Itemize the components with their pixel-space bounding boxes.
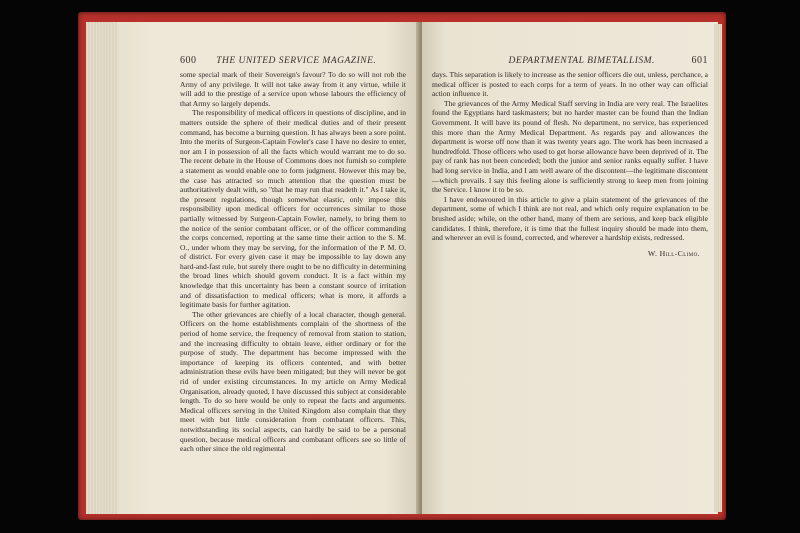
left-running-head <box>180 55 406 66</box>
author-signature: W. Hill-Climo. <box>647 248 700 258</box>
paragraph: days. This separation is likely to increase as the senior officers die out, unless, perchance, a medical officer is posted to each corps for a term of years. In no other way can official action influence it. <box>432 70 708 99</box>
right-running-head <box>432 55 708 66</box>
open-book <box>78 12 726 520</box>
left-page-number: 600 <box>180 55 197 66</box>
paragraph: The grievances of the Army Medical Staff serving in India are very real. The Israelites found the Egyptians hard taskmasters; but no harder master can be found than the Indian Government. It will have its pound of flesh. No department, no service, has experienced this more than the Army Medical Department. As regards pay and allowances the department is worse off now than it was twenty years ago. The work has been increased a hundredfold. Those officers who used to get horse allowance have been deprived of it. The pay of rank has not been conceded; both the junior and senior ranks equally suffer. I have had long service in India, and I am well aware of the discontent—the legitimate discontent—which prevails. I say this feeling alone is sufficiently strong to keep men from joining the Service. I know it to be so. <box>432 98 708 195</box>
paragraph: The other grievances are chiefly of a local character, though general. Officers on the home establishments complain of the shortness of the period of home service, the frequency of removal from station to station, and the increasing difficulty to obtain leave, either ordinary or for the purpose of study. The department has become impressed with the importance of keeping its officers contented, and with better administration these evils have been mitigated; but they will never be got rid of under existing circumstances. In my article on Army Medical Organisation, already quoted, I have discussed this subject at considerable length. To do so here would be only to repeat the facts and arguments. Medical officers serving in the United Kingdom also complain that they meet with but little consideration from combatant officers. This, notwithstanding its social aspects, can hardly be said to be a personal question, because medical officers and combatant officers see so little of each other since the old regimental <box>180 309 406 454</box>
right-running-title: DEPARTMENTAL BIMETALLISM. <box>508 56 655 66</box>
right-body-text <box>432 70 708 243</box>
right-page-edges <box>714 24 722 512</box>
left-page <box>118 22 420 514</box>
right-page-number: 601 <box>691 55 708 66</box>
paragraph: The responsibility of medical officers in questions of discipline, and in matters outside the sphere of their medical duties and of their present command, has become a burning question. It has always been a sore point. Into the merits of Surgeon-Captain Fowler's case I have no desire to enter, nor am I in possession of all the facts which would warrant me to do so. The recent debate in the House of Commons does not furnish so complete a statement as would enable one to form judgment. However this may be, the case has attracted so much attention that the question must be authoritatively dealt with, so "that he may run that readeth it." As I take it, the present regulations, though somewhat elastic, only impose this responsibility upon medical officers for occurrences similar to those partially witnessed by Surgeon-Captain Fowler, namely, to bring them to the notice of the senior combatant officer, or of the officer commanding the corps concerned, reporting at the same time their action to the S. M. O., under whom they may be serving, for the information of the P. M. O. of district. For every given case it may be impossible to lay down any hard-and-fast rule, but surely there ought to be no difficulty in determining the broad lines which should govern conduct. It is a fact within my knowledge that this uncertainty has been a constant source of irritation and of dissatisfaction to medical officers; what is more, it affords a legitimate basis for further agitation. <box>180 108 406 310</box>
left-running-title: THE UNITED SERVICE MAGAZINE. <box>216 56 377 66</box>
left-body-text <box>180 70 406 454</box>
paragraph: I have endeavoured in this article to give a plain statement of the grievances of the department, some of which I think are not real, and which only require explanation to be brushed aside; while, on the other hand, many of them are serious, and keep back eligible candidates. I think, therefore, it is time that the fullest inquiry should be made into them, and wherever an evil is found, corrected, and wherever a hardship exists, redressed. <box>432 194 708 243</box>
paragraph: some special mark of their Sovereign's favour? To do so will not rob the Army of any privilege. It will not take away from it any virtue, while it will add to the prestige of a service upon whose labours the efficiency of that Army so largely depends. <box>180 70 406 108</box>
right-page <box>422 22 718 514</box>
